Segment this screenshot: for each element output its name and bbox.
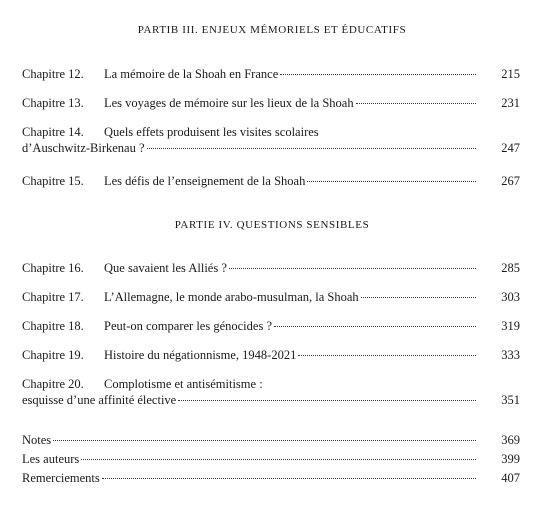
- dot-leader: [356, 103, 476, 104]
- chapter-title-continued: esquisse d’une affinité élective: [22, 393, 177, 407]
- page-number: 215: [501, 67, 520, 81]
- page-number: 399: [501, 452, 520, 466]
- page-number: 369: [501, 433, 520, 447]
- page-number: 247: [501, 141, 520, 155]
- part-heading: PARTIE IV. QUESTIONS SENSIBLES: [174, 219, 370, 231]
- toc-entry[interactable]: [22, 95, 520, 111]
- chapter-title: Les voyages de mémoire sur les lieux de la Shoah: [104, 96, 354, 110]
- chapter-number: Chapitre 13.: [22, 96, 84, 110]
- toc-entry[interactable]: [22, 451, 520, 467]
- toc-entry[interactable]: [22, 66, 520, 82]
- toc-entry[interactable]: [22, 173, 520, 189]
- toc-entry[interactable]: [22, 432, 520, 448]
- toc-entry[interactable]: [22, 318, 520, 334]
- chapter-number: Chapitre 17.: [22, 290, 84, 304]
- page-number: 285: [501, 261, 520, 275]
- dot-leader: [178, 400, 476, 401]
- chapter-number: Chapitre 12.: [22, 67, 84, 81]
- dot-leader: [81, 459, 476, 460]
- toc-entry[interactable]: [22, 289, 520, 305]
- chapter-title: L’Allemagne, le monde arabo-musulman, la Shoah: [104, 290, 359, 304]
- page-number: 407: [501, 471, 520, 485]
- dot-leader: [298, 355, 476, 356]
- chapter-number: Chapitre 15.: [22, 174, 84, 188]
- chapter-title: Peut-on comparer les génocides ?: [104, 319, 272, 333]
- dot-leader: [102, 478, 476, 479]
- toc-entry[interactable]: [22, 260, 520, 276]
- back-matter-title: Les auteurs: [22, 452, 80, 466]
- chapter-title-continued: d’Auschwitz-Birkenau ?: [22, 141, 145, 155]
- dot-leader: [361, 297, 476, 298]
- page-number: 333: [501, 348, 520, 362]
- back-matter-title: Remerciements: [22, 471, 100, 485]
- chapter-title: Quels effets produisent les visites scolaires: [104, 125, 319, 139]
- toc-entry[interactable]: [22, 124, 520, 156]
- toc-entry[interactable]: [22, 470, 520, 486]
- chapter-number: Chapitre 14.: [22, 125, 84, 139]
- chapter-title: Complotisme et antisémitisme :: [104, 377, 263, 391]
- toc-entry[interactable]: [22, 376, 520, 408]
- chapter-title: Que savaient les Alliés ?: [104, 261, 227, 275]
- back-matter-title: Notes: [22, 433, 52, 447]
- page-number: 319: [501, 319, 520, 333]
- dot-leader: [274, 326, 476, 327]
- chapter-title: Histoire du négationnisme, 1948-2021: [104, 348, 297, 362]
- page-number: 303: [501, 290, 520, 304]
- part-heading: PARTIB III. ENJEUX MÉMORIELS ET ÉDUCATIFS: [137, 24, 407, 36]
- chapter-title: La mémoire de la Shoah en France: [104, 67, 279, 81]
- dot-leader: [229, 268, 476, 269]
- chapter-number: Chapitre 19.: [22, 348, 84, 362]
- chapter-number: Chapitre 16.: [22, 261, 84, 275]
- dot-leader: [307, 181, 476, 182]
- chapter-number: Chapitre 20.: [22, 377, 84, 391]
- chapter-number: Chapitre 18.: [22, 319, 84, 333]
- chapter-title: Les défis de l’enseignement de la Shoah: [104, 174, 306, 188]
- toc-entry[interactable]: [22, 347, 520, 363]
- page-number: 351: [501, 393, 520, 407]
- page-number: 267: [501, 174, 520, 188]
- dot-leader: [280, 74, 476, 75]
- dot-leader: [147, 148, 476, 149]
- dot-leader: [53, 440, 476, 441]
- page-number: 231: [501, 96, 520, 110]
